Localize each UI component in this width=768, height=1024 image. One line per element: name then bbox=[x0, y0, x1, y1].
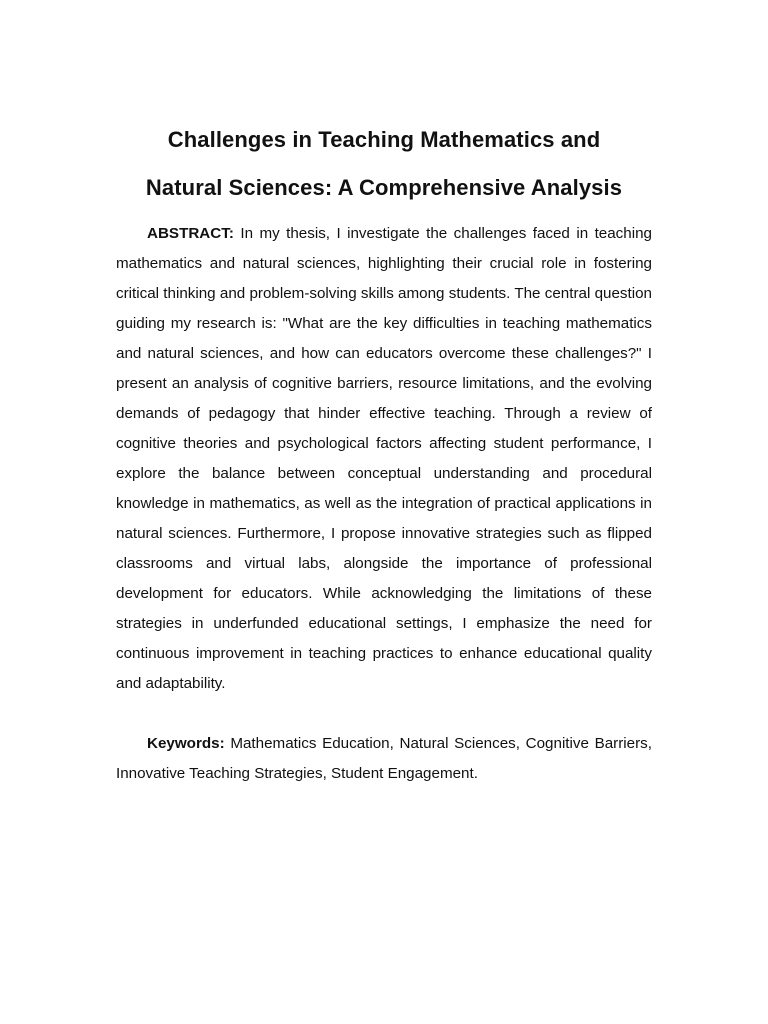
paper-title-line-1: Challenges in Teaching Mathematics and bbox=[167, 127, 601, 152]
keywords-label: Keywords: bbox=[147, 735, 225, 752]
keywords-paragraph bbox=[116, 729, 652, 789]
keywords-text: Mathematics Education, Natural Sciences, Cognitive Barriers, Innovative Teaching Strategies, Student Engagement. bbox=[116, 735, 652, 782]
abstract-label: ABSTRACT: bbox=[147, 225, 234, 242]
paper-title bbox=[100, 116, 668, 212]
abstract-paragraph bbox=[116, 219, 652, 699]
paper-title-line-2: Natural Sciences: A Comprehensive Analysis bbox=[145, 175, 623, 200]
abstract-text: In my thesis, I investigate the challenges faced in teaching mathematics and natural sciences, highlighting their crucial role in fostering critical thinking and problem-solving skills among students. The central question guiding my research is: "What are the key difficulties in teaching mathematics and natural sciences, and how can educators overcome these challenges?" I present an analysis of cognitive barriers, resource limitations, and the evolving demands of pedagogy that hinder effective teaching. Through a review of cognitive theories and psychological factors affecting student performance, I explore the balance between conceptual understanding and procedural knowledge in mathematics, as well as the integration of practical applications in natural sciences. Furthermore, I propose innovative strategies such as flipped classrooms and virtual labs, alongside the importance of professional development for educators. While acknowledging the limitations of these strategies in underfunded educational settings, I emphasize the need for continuous improvement in teaching practices to enhance educational quality and adaptability. bbox=[116, 225, 652, 692]
